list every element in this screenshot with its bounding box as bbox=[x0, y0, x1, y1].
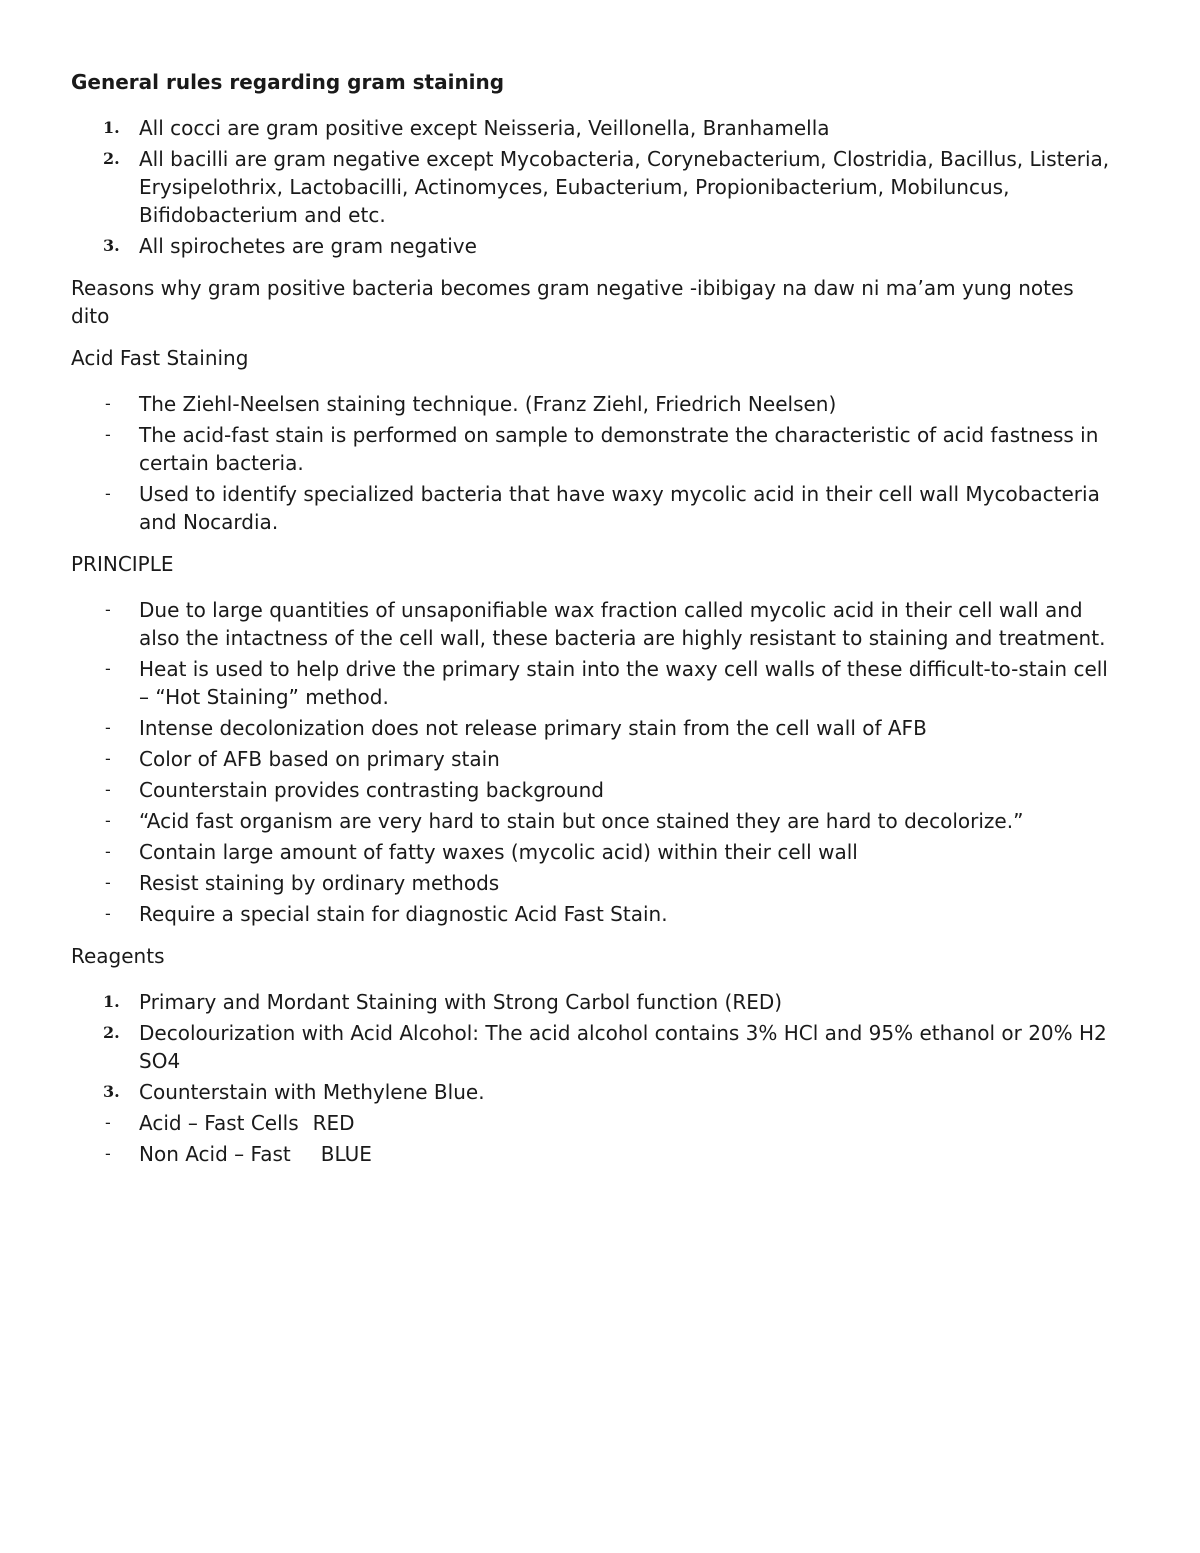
list-dash: - bbox=[105, 659, 111, 678]
list-item bbox=[71, 869, 1111, 897]
list-item-text: Intense decolonization does not release primary stain from the cell wall of AFB bbox=[139, 716, 927, 740]
list-dash: - bbox=[105, 1144, 111, 1163]
document-title: General rules regarding gram staining bbox=[71, 70, 505, 94]
acid-fast-heading: Acid Fast Staining bbox=[71, 346, 249, 370]
list-dash: - bbox=[105, 600, 111, 619]
list-dash: - bbox=[105, 484, 111, 503]
list-item bbox=[71, 596, 1111, 652]
list-item bbox=[71, 1109, 1111, 1137]
list-item-text: Color of AFB based on primary stain bbox=[139, 747, 500, 771]
list-item bbox=[71, 900, 1111, 928]
list-item-text: Counterstain provides contrasting background bbox=[139, 778, 604, 802]
list-item bbox=[71, 1140, 1111, 1168]
reasons-paragraph: Reasons why gram positive bacteria becomes gram negative -ibibigay na daw ni ma’am yung notes dito bbox=[71, 276, 1074, 328]
list-number: 1. bbox=[103, 992, 120, 1011]
list-item-text: Primary and Mordant Staining with Strong Carbol function (RED) bbox=[139, 990, 783, 1014]
list-item-text: Decolourization with Acid Alcohol: The acid alcohol contains 3% HCl and 95% ethanol or 20% H2 SO4 bbox=[139, 1021, 1107, 1073]
list-dash: - bbox=[105, 394, 111, 413]
list-item-text: All cocci are gram positive except Neisseria, Veillonella, Branhamella bbox=[139, 116, 830, 140]
list-item bbox=[71, 988, 1111, 1016]
list-dash: - bbox=[105, 718, 111, 737]
principle-heading: PRINCIPLE bbox=[71, 552, 174, 576]
list-item bbox=[71, 745, 1111, 773]
list-item bbox=[71, 232, 1111, 260]
list-item-text: All bacilli are gram negative except Mycobacteria, Corynebacterium, Clostridia, Bacillus, Listeria, Erysipelothrix, Lactobacilli, Actinomyces, Eubacterium, Propionibacterium, Mobiluncus, Bifidobacterium and etc. bbox=[139, 147, 1110, 227]
list-item bbox=[71, 714, 1111, 742]
list-dash: - bbox=[105, 425, 111, 444]
list-item-text: Used to identify specialized bacteria that have waxy mycolic acid in their cell wall Mycobacteria and Nocardia. bbox=[139, 482, 1100, 534]
list-item bbox=[71, 480, 1111, 536]
result-label: Non Acid – Fast bbox=[139, 1142, 291, 1166]
list-item bbox=[71, 390, 1111, 418]
list-number: 3. bbox=[103, 1082, 120, 1101]
list-number: 2. bbox=[103, 1023, 120, 1042]
list-item-text: All spirochetes are gram negative bbox=[139, 234, 477, 258]
list-item-text: Require a special stain for diagnostic Acid Fast Stain. bbox=[139, 902, 668, 926]
list-item-text: The acid-fast stain is performed on sample to demonstrate the characteristic of acid fastness in certain bacteria. bbox=[139, 423, 1099, 475]
list-dash: - bbox=[105, 749, 111, 768]
list-item-text: Counterstain with Methylene Blue. bbox=[139, 1080, 485, 1104]
principle-list bbox=[71, 596, 1111, 928]
document-page bbox=[71, 68, 1111, 1182]
list-item bbox=[71, 807, 1111, 835]
list-item bbox=[71, 145, 1111, 229]
list-item bbox=[71, 1078, 1111, 1106]
result-label: Acid – Fast Cells bbox=[139, 1111, 299, 1135]
list-item bbox=[71, 838, 1111, 866]
reagents-list bbox=[71, 988, 1111, 1168]
list-item-text: Due to large quantities of unsaponifiable wax fraction called mycolic acid in their cell wall and also the intactness of the cell wall, these bacteria are highly resistant to staining and treatment. bbox=[139, 598, 1106, 650]
list-dash: - bbox=[105, 1113, 111, 1132]
list-dash: - bbox=[105, 842, 111, 861]
gram-rules-list bbox=[71, 114, 1111, 260]
list-item-text: The Ziehl-Neelsen staining technique. (Franz Ziehl, Friedrich Neelsen) bbox=[139, 392, 837, 416]
list-item bbox=[71, 1019, 1111, 1075]
list-item-text: Heat is used to help drive the primary stain into the waxy cell walls of these difficult-to-stain cell – “Hot Staining” method. bbox=[139, 657, 1108, 709]
list-number: 3. bbox=[103, 236, 120, 255]
list-item bbox=[71, 114, 1111, 142]
acid-fast-list bbox=[71, 390, 1111, 536]
list-item-text: “Acid fast organism are very hard to stain but once stained they are hard to decolorize.” bbox=[139, 809, 1024, 833]
result-color: RED bbox=[312, 1111, 355, 1135]
list-item bbox=[71, 776, 1111, 804]
list-number: 1. bbox=[103, 118, 120, 137]
list-item-text: Resist staining by ordinary methods bbox=[139, 871, 500, 895]
list-dash: - bbox=[105, 904, 111, 923]
list-dash: - bbox=[105, 873, 111, 892]
reagents-heading: Reagents bbox=[71, 944, 165, 968]
list-dash: - bbox=[105, 780, 111, 799]
list-number: 2. bbox=[103, 149, 120, 168]
result-color: BLUE bbox=[320, 1142, 372, 1166]
list-dash: - bbox=[105, 811, 111, 830]
list-item-text: Contain large amount of fatty waxes (mycolic acid) within their cell wall bbox=[139, 840, 858, 864]
list-item bbox=[71, 655, 1111, 711]
list-item bbox=[71, 421, 1111, 477]
